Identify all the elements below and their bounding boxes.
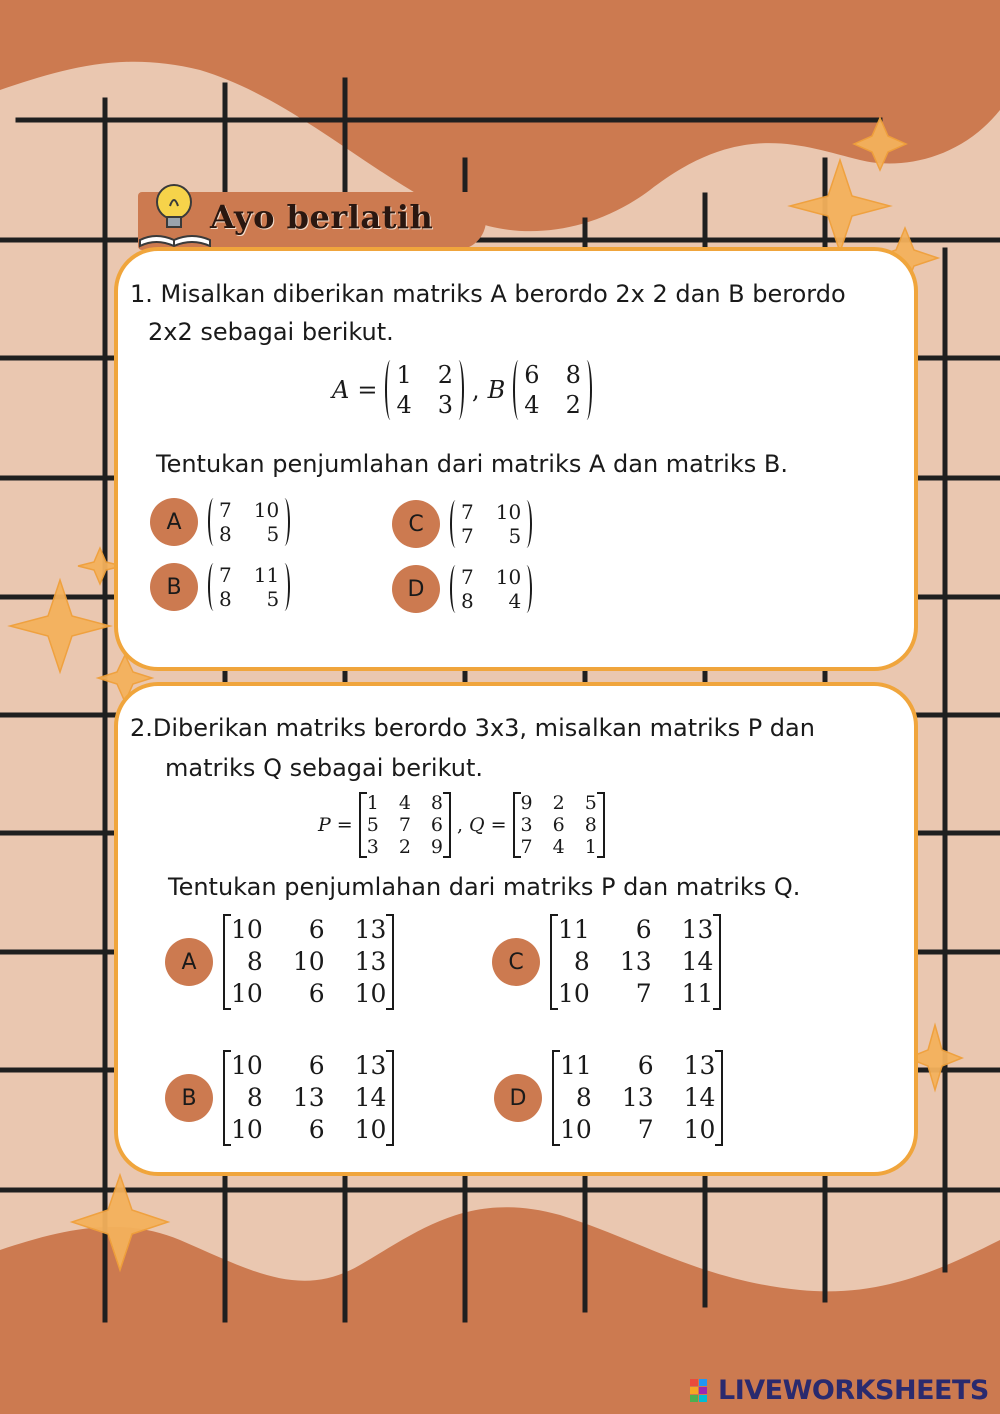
option-matrix (208, 563, 290, 611)
option-matrix-cell: 8 (573, 947, 590, 976)
matrix-b (513, 360, 592, 420)
matrix-p-cell: 6 (430, 814, 443, 836)
option-letter-badge[interactable]: D (392, 565, 440, 613)
matrix-a-cell: 2 (437, 361, 454, 389)
option-matrix-cell: 6 (635, 915, 652, 944)
option-matrix-cell: 8 (575, 1083, 592, 1112)
option-matrix (550, 914, 721, 1010)
q1-option-d[interactable] (392, 565, 532, 613)
option-matrix-cell: 10 (560, 1115, 592, 1144)
matrix-p-cell: 2 (398, 836, 411, 858)
option-matrix-cell: 5 (508, 524, 522, 548)
option-matrix-cell: 13 (354, 915, 387, 944)
matrix-p-equals: = (336, 814, 353, 836)
option-matrix-cell: 10 (231, 1115, 263, 1144)
option-matrix-cell: 13 (683, 1051, 716, 1080)
option-matrix-cell: 8 (461, 589, 474, 613)
option-matrix-cell: 4 (508, 589, 522, 613)
option-matrix (450, 565, 532, 613)
option-matrix-cell: 14 (683, 1083, 716, 1112)
option-matrix-cell: 10 (231, 979, 263, 1008)
matrix-p-cell: 1 (366, 792, 379, 814)
option-letter-badge[interactable]: A (150, 498, 198, 546)
lightbulb-book-icon (136, 176, 216, 250)
question-1-text-line1: 1. Misalkan diberikan matriks A berordo 2x 2 dan B berordo (130, 280, 846, 308)
matrix-p-cell: 9 (430, 836, 443, 858)
option-matrix-cell: 7 (637, 1115, 654, 1144)
option-matrix-cell: 10 (231, 1051, 263, 1080)
matrix-q-cell: 6 (552, 814, 565, 836)
option-matrix-cell: 6 (637, 1051, 654, 1080)
option-matrix-cell: 13 (621, 1083, 654, 1112)
matrix-a-cell: 3 (437, 391, 454, 419)
option-matrix-cell: 7 (219, 498, 232, 522)
question-2-text-line2: matriks Q sebagai berikut. (165, 754, 483, 782)
option-matrix-cell: 7 (461, 500, 474, 524)
q2-option-a[interactable] (165, 914, 394, 1010)
heading-title: Ayo berlatih (210, 198, 434, 236)
matrix-p-cell: 8 (430, 792, 443, 814)
matrix-b-cell: 6 (524, 361, 540, 389)
option-matrix (223, 1050, 394, 1146)
matrix-p-cell: 7 (398, 814, 411, 836)
option-matrix-cell: 13 (681, 915, 714, 944)
matrix-p-cell: 4 (398, 792, 411, 814)
option-matrix-cell: 5 (266, 587, 280, 611)
matrix-q-cell: 4 (552, 836, 565, 858)
option-matrix-cell: 14 (354, 1083, 387, 1112)
q2-option-d[interactable] (494, 1050, 723, 1146)
option-matrix-cell: 10 (495, 565, 522, 589)
q1-option-b[interactable] (150, 563, 290, 611)
question-1-text-line2: 2x2 sebagai berikut. (148, 318, 394, 346)
question-2-text-line1: 2.Diberikan matriks berordo 3x3, misalkan matriks P dan (130, 714, 815, 742)
option-matrix-cell: 11 (681, 979, 714, 1008)
question-1-matrices (332, 360, 592, 420)
matrix-q-cell: 7 (520, 836, 533, 858)
option-matrix-cell: 6 (308, 979, 325, 1008)
matrix-p-name: P (318, 814, 331, 836)
option-letter-badge[interactable]: B (150, 563, 198, 611)
option-matrix-cell: 8 (219, 587, 232, 611)
footer-brand-text: LIVEWORKSHEETS (718, 1374, 989, 1406)
option-matrix (208, 498, 290, 546)
matrix-p-cell: 5 (366, 814, 379, 836)
matrix-b-name: B (487, 376, 506, 404)
matrix-a-cell: 1 (396, 361, 412, 389)
matrix-q-cell: 8 (584, 814, 597, 836)
option-matrix-cell: 13 (354, 1051, 387, 1080)
matrix-b-cell: 8 (565, 361, 581, 389)
liveworksheets-logo-icon (690, 1377, 716, 1403)
matrix-a-name: A (332, 376, 350, 404)
matrix-q (513, 792, 605, 858)
option-matrix-cell: 7 (635, 979, 652, 1008)
option-matrix-cell: 11 (560, 1051, 592, 1080)
matrix-q-cell: 2 (552, 792, 565, 814)
matrix-a-equals: = (357, 376, 378, 404)
option-matrix-cell: 10 (292, 947, 325, 976)
option-matrix-cell: 13 (292, 1083, 325, 1112)
option-matrix (223, 914, 394, 1010)
option-matrix-cell: 11 (253, 563, 280, 587)
matrix-q-cell: 1 (584, 836, 597, 858)
matrix-q-cell: 3 (520, 814, 533, 836)
question-1-instruction: Tentukan penjumlahan dari matriks A dan matriks B. (156, 450, 788, 478)
matrix-a (385, 360, 464, 420)
question-2-matrices (318, 792, 605, 858)
option-matrix-cell: 10 (683, 1115, 716, 1144)
option-matrix-cell: 8 (246, 1083, 263, 1112)
option-matrix-cell: 8 (246, 947, 263, 976)
option-letter-badge[interactable]: A (165, 938, 213, 986)
option-matrix-cell: 7 (461, 565, 474, 589)
matrix-a-cell: 4 (396, 391, 412, 419)
option-matrix-cell: 10 (495, 500, 522, 524)
matrix-p-cell: 3 (366, 836, 379, 858)
option-matrix-cell: 13 (619, 947, 652, 976)
option-matrix-cell: 10 (253, 498, 280, 522)
q2-option-b[interactable] (165, 1050, 394, 1146)
option-matrix-cell: 8 (219, 522, 232, 546)
option-letter-badge[interactable]: B (165, 1074, 213, 1122)
option-matrix-cell: 6 (308, 1051, 325, 1080)
option-matrix-cell: 14 (681, 947, 714, 976)
option-matrix-cell: 13 (354, 947, 387, 976)
matrix-q-equals: = (490, 814, 507, 836)
question-2-instruction: Tentukan penjumlahan dari matriks P dan matriks Q. (168, 873, 801, 901)
matrix-p (359, 792, 451, 858)
matrix-separator: , (457, 814, 464, 836)
q1-option-c[interactable] (392, 500, 532, 548)
matrix-q-name: Q (469, 814, 485, 836)
matrix-separator: , (472, 376, 480, 404)
matrix-b-cell: 4 (524, 391, 540, 419)
option-matrix-cell: 10 (354, 979, 387, 1008)
section-heading (138, 192, 486, 250)
option-matrix-cell: 7 (219, 563, 232, 587)
option-matrix-cell: 11 (558, 915, 590, 944)
q2-option-c[interactable] (492, 914, 721, 1010)
option-matrix-cell: 7 (461, 524, 474, 548)
matrix-q-cell: 9 (520, 792, 533, 814)
option-letter-badge[interactable]: D (494, 1074, 542, 1122)
option-matrix-cell: 5 (266, 522, 280, 546)
option-letter-badge[interactable]: C (492, 938, 540, 986)
footer-brand (690, 1372, 990, 1408)
q1-option-a[interactable] (150, 498, 290, 546)
option-matrix (450, 500, 532, 548)
option-matrix-cell: 10 (231, 915, 263, 944)
option-matrix-cell: 6 (308, 1115, 325, 1144)
matrix-b-cell: 2 (565, 391, 581, 419)
option-matrix-cell: 6 (308, 915, 325, 944)
option-letter-badge[interactable]: C (392, 500, 440, 548)
option-matrix-cell: 10 (558, 979, 590, 1008)
option-matrix (552, 1050, 723, 1146)
matrix-q-cell: 5 (584, 792, 597, 814)
option-matrix-cell: 10 (354, 1115, 387, 1144)
